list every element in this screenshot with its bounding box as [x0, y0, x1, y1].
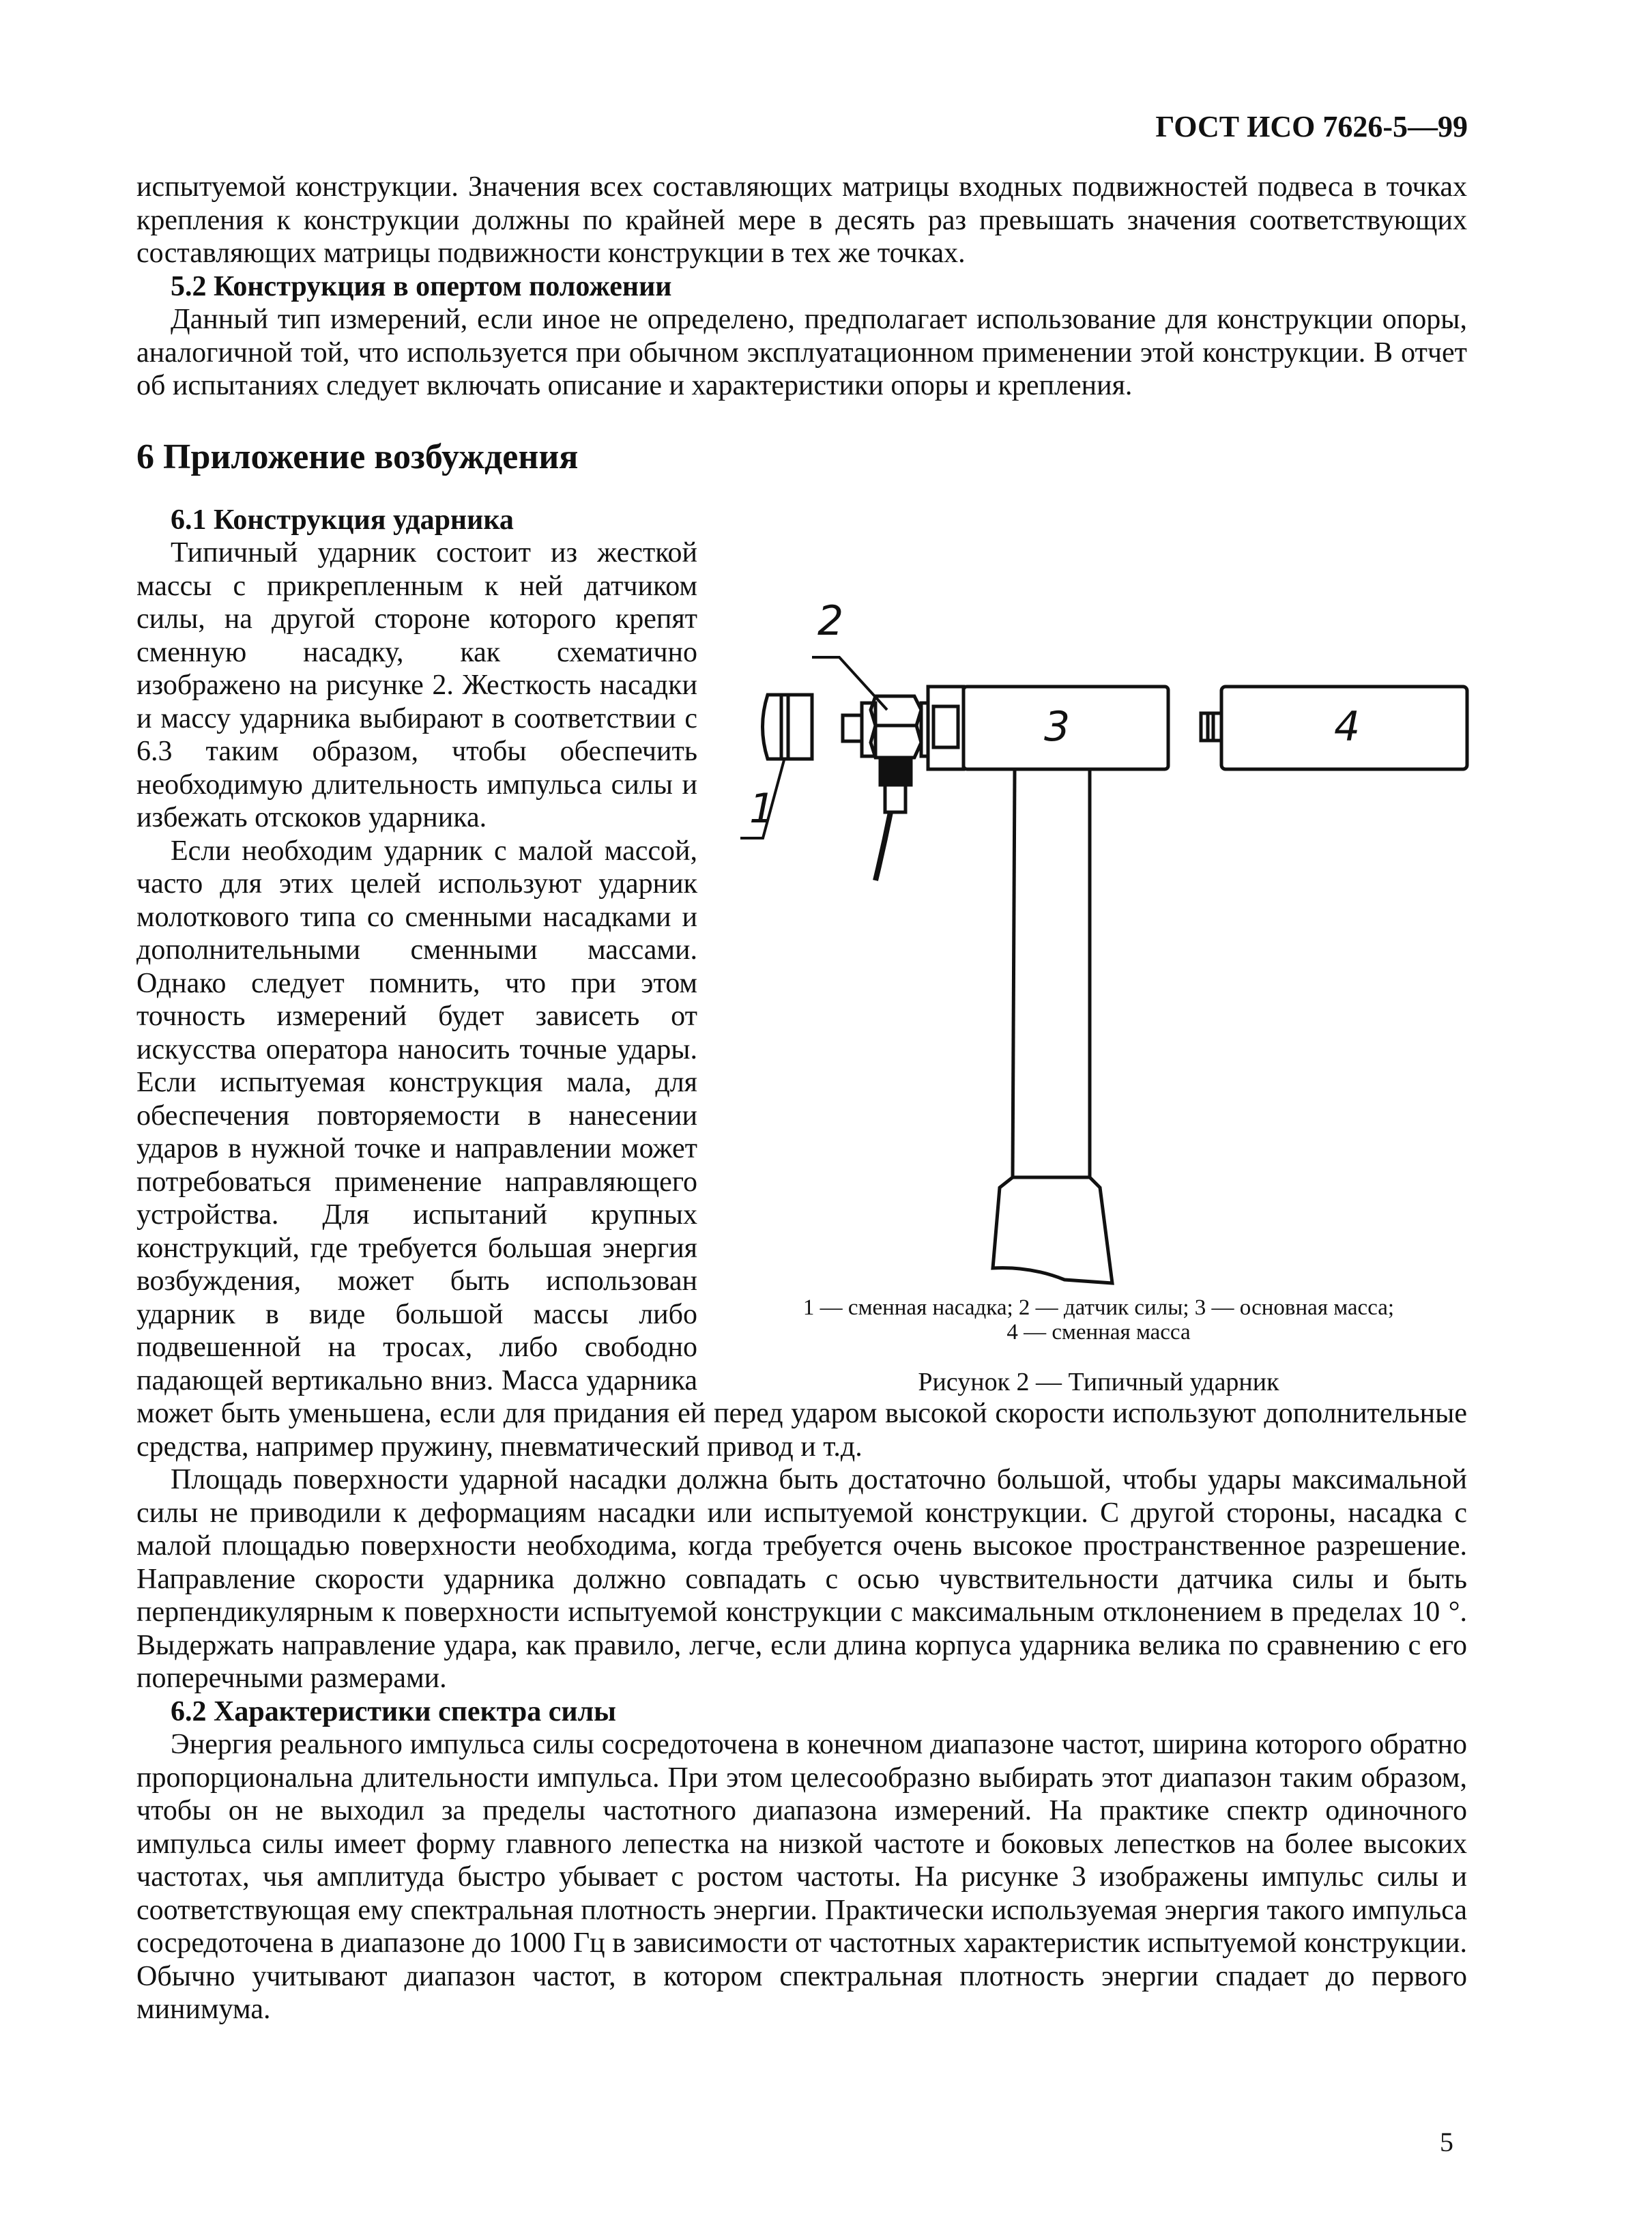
page-body [136, 171, 1467, 2026]
figure-legend-line-1: 1 — сменная насадка; 2 — датчик силы; 3 — основная масса; [802, 1295, 1395, 1320]
paragraph: Площадь поверхности ударной насадки должна быть достаточно большой, чтобы удары максимальной силы не приводили к деформациям насадки или испытуемой конструкции. С другой стороны, насадка с малой площадью поверхности необходима, когда требуется очень высокое пространственное разрешение. Направление скорости ударника должно совпадать с осью чувствительности датчика силы и быть перпендикулярным к поверхности испытуемой конструкции с максимальным отклонением в пределах 10 °. Выдержать направление удара, как правило, легче, если длина корпуса ударника велика по сравнению с его поперечными размерами. [136, 1464, 1467, 1694]
figure-space [697, 504, 1467, 1391]
document-header: ГОСТ ИСО 7626-5—99 [1155, 110, 1468, 143]
section-heading-6: 6 Приложение возбуждения [136, 437, 579, 476]
label-2: 2 [817, 597, 844, 645]
paragraph: Энергия реального импульса силы сосредоточена в конечном диапазоне частот, ширина которого обратно пропорциональна длительности импульса. При этом целесообразно выбирать этот диапазон таким образом, чтобы он не выходил за пределы частотного диапазона измерений. На практике спектр одиночного импульса силы имеет форму главного лепестка на низкой частоте и боковых лепестков на более высоких частотах, чья амплитуда быстро убывает с ростом частоты. На рисунке 3 изображены импульс силы и соответствующая ему спектральная плотность энергии. Практически используемая энергия такого импульса сосредоточена в диапазоне до 1000 Гц в зависимости от частотных характеристик испытуемой конструкции. Обычно учитывают диапазон частот, в котором спектральная плотность энергии спадает до первого минимума. [136, 1729, 1467, 2025]
figure-legend-line-2: 4 — сменная масса [1006, 1320, 1191, 1345]
figure-caption: Рисунок 2 — Типичный ударник [918, 1368, 1279, 1396]
section-heading-5-2: 5.2 Конструкция в опертом положении [171, 270, 672, 302]
paragraph: испытуемой конструкции. Значения всех составляющих матрицы входных подвижностей подвеса в точках крепления к конструкции должны по крайней мере в десять раз превышать значения соответствующих составляющих матрицы подвижности конструкции в тех же точках. [136, 171, 1467, 269]
section-heading-6-1: 6.1 Конструкция ударника [171, 504, 514, 536]
paragraph: Данный тип измерений, если иное не определено, предполагает использование для конструкции опоры, аналогичной той, что используется при обычном эксплуатационном применении этой конструкции. В отчет об испытаниях следует включать описание и характеристики опоры и крепления. [136, 304, 1467, 401]
section-heading-6-2: 6.2 Характеристики спектра силы [171, 1695, 616, 1727]
page-number: 5 [1440, 2127, 1453, 2157]
paragraph: Если необходим ударник с малой массой, часто для этих целей используют ударник молоткового типа со сменными насадками и дополнительными сменными массами. Однако следует помнить, что при этом точность измерений будет зависеть от искусства оператора наносить точные удары. Если испытуемая конструкция мала, для обеспечения повторяемости в нанесении ударов в нужной точке и направлении может потребоваться применение направляющего устройства. Для испытаний крупных конструкций, где требуется большая энергия возбуждения, может быть использован ударник в виде большой массы либо подвешенной на тросах, либо свободно падающей вертикально вниз. Масса ударника может быть уменьшена, если для придания ей перед ударом высокой скорости используют дополнительные средства, например пружину, пневматический привод и т.д. [136, 835, 1467, 1463]
label-4: 4 [1334, 703, 1361, 751]
label-1: 1 [749, 785, 776, 833]
paragraph: Типичный ударник состоит из жесткой массы с прикрепленным к ней датчиком силы, на другой стороне которого крепят сменную насадку, как схематично изображено на рисунке 2. Жесткость насадки и массу ударника выбирают в соответствии с 6.3 таким образом, чтобы обеспечить необходимую длительность импульса силы и избежать отскоков ударника. [136, 537, 697, 833]
label-3: 3 [1044, 703, 1071, 751]
